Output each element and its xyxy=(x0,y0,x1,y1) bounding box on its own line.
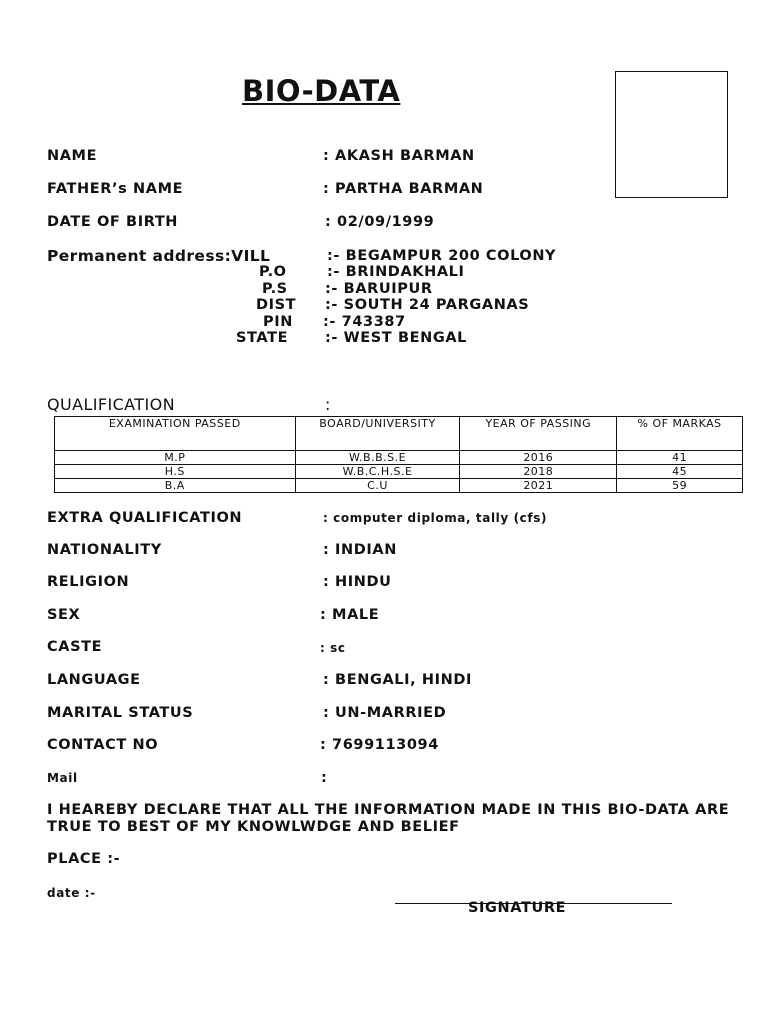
table-cell: 2021 xyxy=(460,479,617,493)
address-state-label: STATE xyxy=(236,330,289,346)
nationality-value: : INDIAN xyxy=(323,542,397,558)
table-cell: 2016 xyxy=(460,451,617,465)
column-header: YEAR OF PASSING xyxy=(460,417,617,451)
table-cell: C.U xyxy=(295,479,460,493)
name-label: NAME xyxy=(47,148,98,164)
address-po-label: P.O xyxy=(259,264,287,280)
qualification-table xyxy=(54,416,743,493)
address-dist-value: :- SOUTH 24 PARGANAS xyxy=(325,297,530,313)
address-po-value: :- BRINDAKHALI xyxy=(327,264,465,280)
table-cell: B.A xyxy=(55,479,296,493)
extra-qualification-value: : computer diploma, tally (cfs) xyxy=(323,511,548,525)
table-cell: W.B.B.S.E xyxy=(295,451,460,465)
table-cell: 59 xyxy=(617,479,743,493)
mail-value: : xyxy=(321,770,328,786)
date-label: date :- xyxy=(47,886,96,900)
mail-label: Mail xyxy=(47,771,78,785)
address-label: Permanent address:VILL xyxy=(47,247,271,265)
table-header-row xyxy=(55,417,743,451)
marital-status-value: : UN-MARRIED xyxy=(323,705,447,721)
caste-value: : sc xyxy=(320,641,346,655)
table-cell: 41 xyxy=(617,451,743,465)
signature-label: SIGNATURE xyxy=(468,900,567,916)
address-ps-value: :- BARUIPUR xyxy=(325,281,433,297)
column-header: % OF MARKAS xyxy=(617,417,743,451)
address-dist-label: DIST xyxy=(256,297,297,313)
sex-label: SEX xyxy=(47,607,81,623)
religion-value: : HINDU xyxy=(323,574,392,590)
qualification-colon: : xyxy=(325,395,331,414)
declaration-text: I HEAREBY DECLARE THAT ALL THE INFORMATION MADE IN THIS BIO-DATA ARE TRUE TO BEST OF MY KNOWLWDGE AND BELIEF xyxy=(47,802,730,835)
father-name-label: FATHER’s NAME xyxy=(47,181,184,197)
address-ps-label: P.S xyxy=(262,281,288,297)
address-pin-label: PIN xyxy=(263,314,293,330)
contact-label: CONTACT NO xyxy=(47,737,159,753)
table-row xyxy=(55,465,743,479)
table-cell: H.S xyxy=(55,465,296,479)
caste-label: CASTE xyxy=(47,639,103,655)
language-label: LANGUAGE xyxy=(47,672,141,688)
sex-value: : MALE xyxy=(320,607,380,623)
religion-label: RELIGION xyxy=(47,574,130,590)
address-vill-value: :- BEGAMPUR 200 COLONY xyxy=(327,248,557,264)
table-row xyxy=(55,479,743,493)
dob-label: DATE OF BIRTH xyxy=(47,214,179,230)
table-cell: 2018 xyxy=(460,465,617,479)
table-cell: W.B.C.H.S.E xyxy=(295,465,460,479)
father-name-value: : PARTHA BARMAN xyxy=(323,181,484,197)
page-title: BIO-DATA xyxy=(242,74,401,108)
qualification-label: QUALIFICATION xyxy=(47,395,175,414)
table-cell: M.P xyxy=(55,451,296,465)
name-value: : AKASH BARMAN xyxy=(323,148,475,164)
marital-status-label: MARITAL STATUS xyxy=(47,705,194,721)
column-header: EXAMINATION PASSED xyxy=(55,417,296,451)
language-value: : BENGALI, HINDI xyxy=(323,672,472,688)
place-label: PLACE :- xyxy=(47,851,121,867)
extra-qualification-label: EXTRA QUALIFICATION xyxy=(47,510,243,526)
contact-value: : 7699113094 xyxy=(320,737,439,753)
photo-box xyxy=(615,71,728,198)
table-row xyxy=(55,451,743,465)
address-state-value: :- WEST BENGAL xyxy=(325,330,468,346)
table-cell: 45 xyxy=(617,465,743,479)
column-header: BOARD/UNIVERSITY xyxy=(295,417,460,451)
dob-value: : 02/09/1999 xyxy=(325,214,435,230)
nationality-label: NATIONALITY xyxy=(47,542,162,558)
address-pin-value: :- 743387 xyxy=(323,314,406,330)
